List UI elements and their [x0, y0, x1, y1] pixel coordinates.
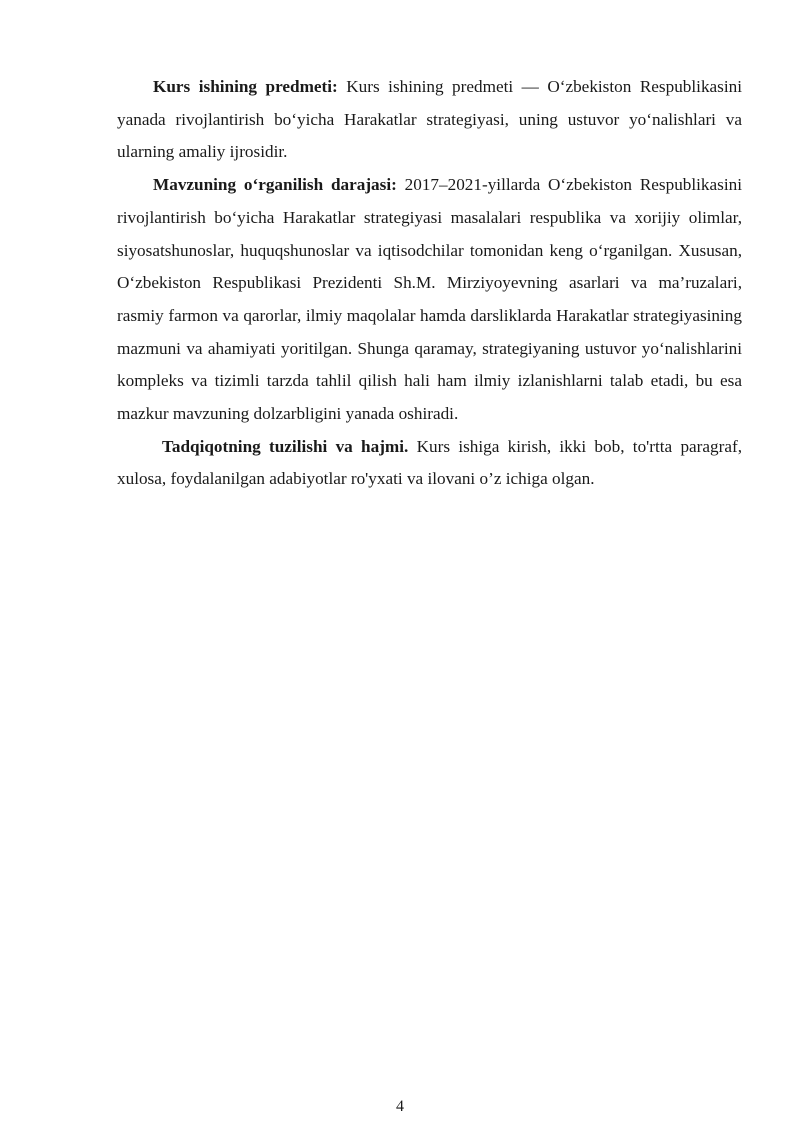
- paragraph-text: 2017–2021-yillarda O‘zbekiston Respublikasini rivojlantirish bo‘yicha Harakatlar strategiyasi masalalari respublika va xorijiy olimlar, siyosatshunoslar, huquqshunoslar va iqtisodchilar tomonidan keng o‘rganilgan. Xususan, O‘zbekiston Respublikasi Prezidenti Sh.M. Mirziyoyevning asarlari va ma’ruzalari, rasmiy farmon va qarorlar, ilmiy maqolalar hamda darsliklarda Harakatlar strategiyasining mazmuni va ahamiyati yoritilgan. Shunga qaramay, strategiyaning ustuvor yo‘nalishlarini kompleks va tizimli tarzda tahlil qilish hali ham ilmiy izlanishlarni talab etadi, bu esa mazkur mavzuning dolzarbligini yanada oshiradi.: [117, 175, 742, 424]
- paragraph-heading: Tadqiqotning tuzilishi va hajmi.: [162, 436, 409, 456]
- paragraph-study-level: [117, 169, 742, 431]
- page-number: 4: [396, 1098, 404, 1115]
- paragraph-course-subject: [117, 71, 742, 169]
- paragraph-text: Kurs ishiga kirish, ikki bob, to'rtta paragraf, xulosa, foydalanilgan adabiyotlar ro'yxati va ilovani o’z ichiga olgan.: [117, 436, 742, 489]
- paragraph-heading: Kurs ishining predmeti:: [153, 77, 338, 96]
- paragraph-structure: [117, 431, 742, 496]
- paragraph-heading: Mavzuning o‘rganilish darajasi:: [153, 175, 397, 195]
- paragraph-text: Kurs ishining predmeti — O‘zbekiston Respublikasini yanada rivojlantirish bo‘yicha Harakatlar strategiyasi, uning ustuvor yo‘nalishlari va ularning amaliy ijrosidir.: [117, 77, 743, 162]
- document-body: [117, 71, 742, 496]
